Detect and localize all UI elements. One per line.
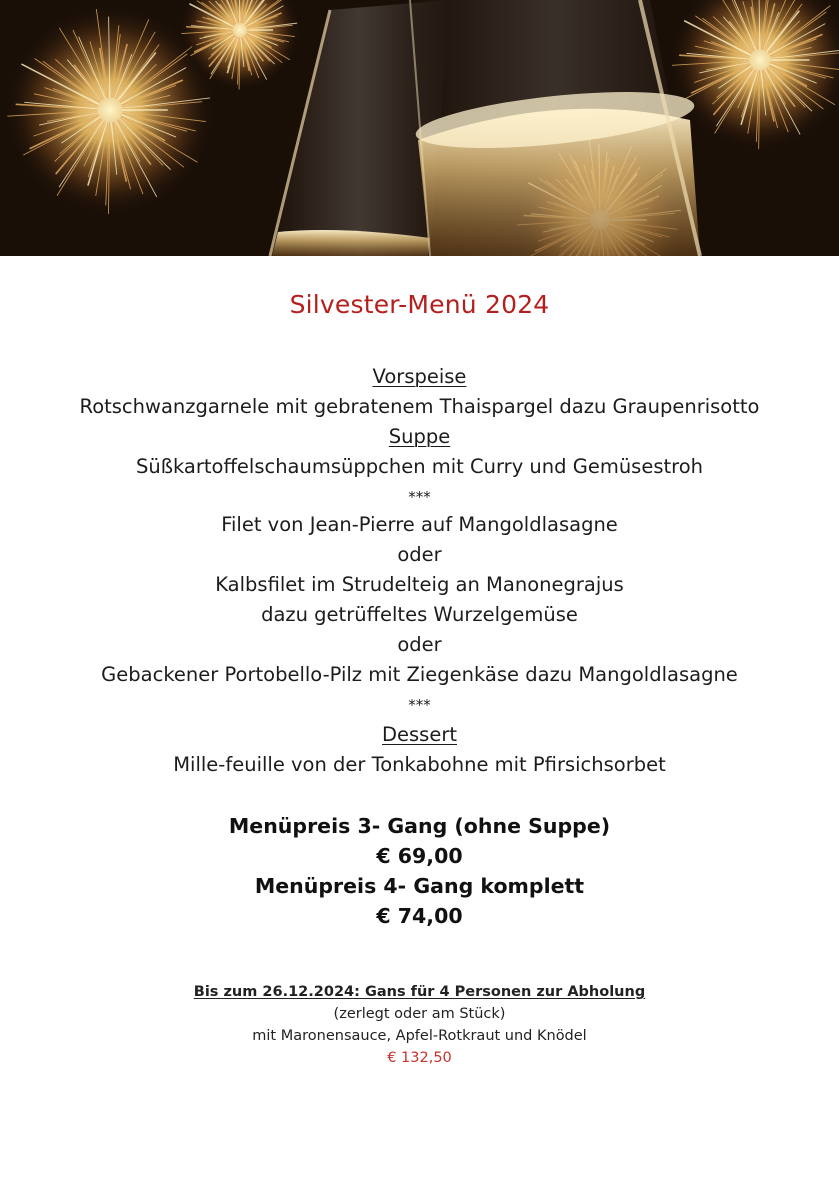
- goose-offer-price: € 132,50: [387, 1050, 452, 1066]
- separator: ***: [408, 696, 431, 714]
- course-item-suppe: Süßkartoffelschaumsüppchen mit Curry und Gemüsestroh: [135, 455, 704, 478]
- course-heading-vorspeise: Vorspeise: [372, 365, 467, 388]
- course-item-dessert: Mille-feuille von der Tonkabohne mit Pfirsichsorbet: [173, 753, 666, 776]
- main-option-or: oder: [397, 543, 442, 566]
- course-item-vorspeise: Rotschwanzgarnele mit gebratenem Thaispargel dazu Graupenrisotto: [79, 395, 760, 418]
- menu-title: Silvester-Menü 2024: [289, 290, 550, 319]
- header-fireworks-image: [0, 0, 839, 256]
- goose-offer-note: (zerlegt oder am Stück): [333, 1006, 506, 1022]
- price-four-course-label: Menüpreis 4- Gang komplett: [254, 874, 585, 898]
- main-option: Gebackener Portobello-Pilz mit Ziegenkäse dazu Mangoldlasagne: [101, 663, 738, 686]
- goose-offer-headline: Bis zum 26.12.2024: Gans für 4 Personen zur Abholung: [193, 984, 646, 1000]
- price-three-course-label: Menüpreis 3- Gang (ohne Suppe): [228, 814, 611, 838]
- main-option: Kalbsfilet im Strudelteig an Manonegrajus: [215, 573, 624, 596]
- goose-offer-sides: mit Maronensauce, Apfel-Rotkraut und Knödel: [252, 1028, 587, 1044]
- price-three-course-value: € 69,00: [376, 844, 463, 868]
- main-option: Filet von Jean-Pierre auf Mangoldlasagne: [221, 513, 618, 536]
- course-heading-suppe: Suppe: [388, 425, 451, 448]
- main-option-detail: dazu getrüffeltes Wurzelgemüse: [261, 603, 578, 626]
- course-heading-dessert: Dessert: [382, 723, 457, 746]
- main-option-or: oder: [397, 633, 442, 656]
- price-four-course-value: € 74,00: [376, 904, 463, 928]
- separator: ***: [408, 488, 431, 506]
